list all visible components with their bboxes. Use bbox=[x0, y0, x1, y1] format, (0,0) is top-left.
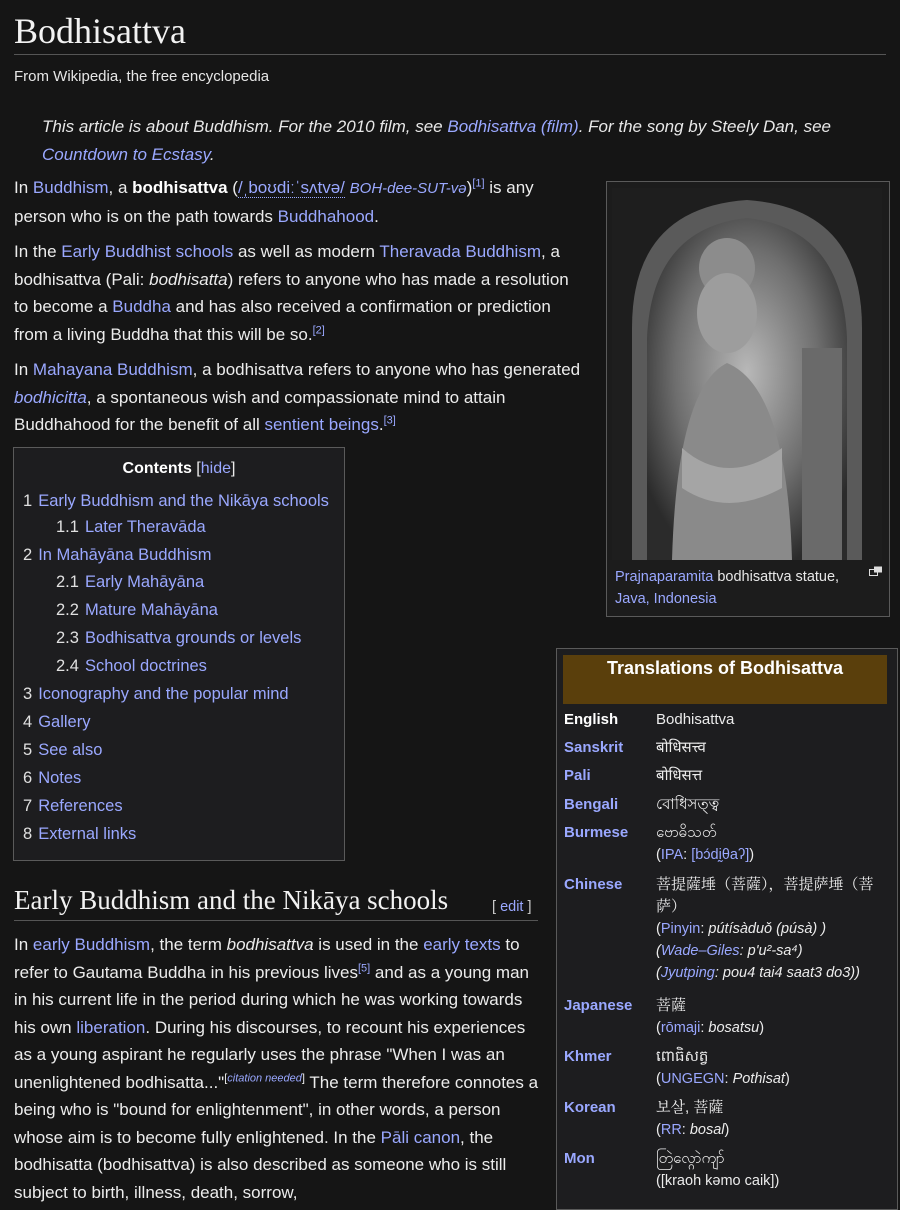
lang-value-korean: 보살, 菩薩 (RR: bosal) bbox=[656, 1099, 730, 1138]
intro-paragraph-1: In Buddhism, a bodhisattva (/ˌboʊdiːˈsʌtvə/ BOH-dee-SUT-və)[1] is any person who is on the path towards Buddhahood. bbox=[14, 177, 534, 226]
ref-2[interactable]: [2] bbox=[312, 323, 325, 336]
caption-link-java[interactable]: Java, Indonesia bbox=[615, 591, 717, 607]
image-caption: Prajnaparamita bodhisattva statue, Java, Indonesia bbox=[615, 569, 840, 607]
link-bodhicitta[interactable]: bodhicitta bbox=[14, 387, 87, 407]
hatnote-link-album[interactable]: Countdown to Ecstasy bbox=[42, 145, 210, 164]
toc-item[interactable]: 5 See also bbox=[23, 741, 103, 759]
hatnote-text: This article is about Buddhism. For the 2010 film, see bbox=[42, 117, 448, 136]
toc-item[interactable]: 3 Iconography and the popular mind bbox=[23, 685, 289, 703]
lang-label-bengali[interactable]: Bengali bbox=[564, 796, 619, 813]
link-mahayana[interactable]: Mahayana Buddhism bbox=[32, 360, 193, 379]
link-early-texts[interactable]: early texts bbox=[423, 935, 501, 954]
hatnote-link-film[interactable]: Bodhisattva (film) bbox=[447, 117, 579, 136]
section-paragraph: In early Buddhism, the term bodhisattva is used in the early texts to refer to Gautama Buddha in his previous lives[5] and as a young man in his current life in the period during which he was working towards his own liberation. During his discourses, to recount his experiences as a young aspirant he regularly uses the phrase "When I was an unenlightened bodhisatta..."[citation needed] The term therefore connotes a being who is "bound for enlightenment", in other words, a person whose aim is to become fully enlightened. In the Pāli canon, the bodhisatta (bodhisattva) is also described as someone who is still subject to birth, illness, death, sorrow, bbox=[14, 935, 539, 1202]
intro-paragraph-2: In the Early Buddhist schools as well as modern Theravada Buddhism, a bodhisattva (Pali: bodhisatta) refers to anyone who has made a resolution to become a Buddha and has also received a confirmation or prediction from a living Buddha that this will be so.[2] bbox=[14, 242, 569, 344]
toc-item[interactable]: 2.2 Mature Mahāyāna bbox=[56, 601, 218, 619]
term-bodhisattva: bodhisattva bbox=[132, 178, 228, 197]
toc-item[interactable]: 2 In Mahāyāna Buddhism bbox=[23, 546, 212, 564]
lang-value-mon: တြဲလ္ဂောဲကျာ် ([kraoh kəmo caik]) bbox=[656, 1150, 780, 1189]
link-buddhism[interactable]: Buddhism bbox=[32, 178, 109, 197]
link-liberation[interactable]: liberation bbox=[76, 1017, 146, 1037]
link-buddha[interactable]: Buddha bbox=[112, 297, 171, 316]
lang-value-khmer: ពោធិសត្វ (UNGEGN: Pothisat) bbox=[656, 1048, 790, 1087]
lang-value-chinese: 菩提薩埵（菩薩），菩提萨埵（菩萨） (Pinyin: pútísàduǒ (púsà) ) (Wade–Giles: p'u²-sa⁴) (Jyutping: pou4 tai4 saat3 do3)) bbox=[656, 876, 874, 981]
link-buddhahood[interactable]: Buddhahood bbox=[277, 206, 375, 226]
toc-item[interactable]: 8 External links bbox=[23, 825, 137, 843]
section-divider bbox=[14, 920, 538, 921]
edit-link[interactable]: edit bbox=[500, 899, 524, 915]
rr-link[interactable]: RR bbox=[660, 1122, 682, 1138]
lang-label-chinese[interactable]: Chinese bbox=[564, 876, 623, 893]
enlarge-icon[interactable] bbox=[869, 566, 883, 576]
toc-item[interactable]: 2.1 Early Mahāyāna bbox=[56, 573, 205, 591]
ref-5[interactable]: [5] bbox=[357, 961, 371, 974]
site-tagline: From Wikipedia, the free encyclopedia bbox=[14, 68, 270, 85]
link-pali-canon[interactable]: Pāli canon bbox=[380, 1127, 461, 1147]
lang-value-burmese: ဗောဓိသတ် (IPA: [bɔ́dḭθaʔ]) bbox=[656, 824, 755, 863]
toc-item[interactable]: 2.3 Bodhisattva grounds or levels bbox=[56, 629, 302, 647]
link-early-buddhist-schools[interactable]: Early Buddhist schools bbox=[61, 242, 234, 261]
lang-value-japanese: 菩薩 (rōmaji: bosatsu) bbox=[656, 997, 765, 1036]
hatnote bbox=[42, 113, 872, 169]
toc-title: Contents [hide] bbox=[122, 460, 236, 477]
toc-item[interactable]: 7 References bbox=[23, 797, 123, 815]
lang-label-khmer[interactable]: Khmer bbox=[564, 1048, 612, 1065]
toc-item[interactable]: 2.4 School doctrines bbox=[56, 657, 207, 675]
pinyin-link[interactable]: Pinyin bbox=[660, 921, 701, 937]
jyutping-link[interactable]: Jyutping bbox=[660, 965, 715, 981]
toc-hide-link[interactable]: hide bbox=[200, 460, 231, 477]
link-sentient-beings[interactable]: sentient beings bbox=[264, 415, 379, 434]
caption-link-prajnaparamita[interactable]: Prajnaparamita bbox=[615, 569, 714, 585]
link-theravada[interactable]: Theravada Buddhism bbox=[379, 242, 541, 261]
wade-giles-link[interactable]: Wade–Giles bbox=[660, 943, 740, 959]
section-edit: [ edit ] bbox=[492, 899, 532, 915]
lang-label-burmese[interactable]: Burmese bbox=[564, 824, 629, 841]
toc-item[interactable]: 6 Notes bbox=[23, 769, 82, 787]
lang-label-mon[interactable]: Mon bbox=[564, 1150, 595, 1167]
ipa-link[interactable]: /ˌboʊdiːˈsʌtvə/ bbox=[237, 178, 345, 197]
hatnote-text: . For the song by Steely Dan, see bbox=[578, 117, 831, 136]
section-heading: Early Buddhism and the Nikāya schools bbox=[14, 885, 449, 915]
hatnote-text: . bbox=[209, 145, 215, 164]
ipa-label-link[interactable]: IPA bbox=[660, 847, 684, 863]
intro-paragraph-3: In Mahayana Buddhism, a bodhisattva refers to anyone who has generated bodhicitta, a spontaneous wish and compassionate mind to attain Buddhahood for the benefit of all sentient beings.[3] bbox=[14, 360, 581, 434]
lang-label-korean[interactable]: Korean bbox=[564, 1099, 616, 1116]
lang-value: বোধিসত্ত্ব bbox=[656, 796, 720, 813]
ref-1[interactable]: [1] bbox=[472, 177, 485, 190]
title-divider bbox=[14, 54, 886, 55]
lang-value: बोधिसत्त bbox=[656, 767, 703, 784]
ungegn-link[interactable]: UNGEGN bbox=[660, 1071, 725, 1087]
translations-infobox bbox=[556, 648, 898, 1210]
lang-value: बोधिसत्त्व bbox=[656, 739, 706, 756]
ref-3[interactable]: [3] bbox=[383, 414, 396, 427]
citation-needed-link[interactable]: citation needed bbox=[227, 1071, 302, 1084]
ipa-value-link[interactable]: [bɔ́dḭθaʔ] bbox=[691, 847, 750, 863]
romaji-link[interactable]: rōmaji bbox=[660, 1020, 701, 1036]
respelling-link[interactable]: BOH-dee-SUT-və bbox=[349, 180, 467, 197]
link-early-buddhism[interactable]: early Buddhism bbox=[32, 935, 151, 954]
toc-item[interactable]: 4 Gallery bbox=[23, 713, 91, 731]
lang-label-pali[interactable]: Pali bbox=[564, 767, 591, 784]
page-title: Bodhisattva bbox=[14, 11, 186, 51]
lang-label-japanese[interactable]: Japanese bbox=[564, 997, 633, 1014]
infobox-image-box bbox=[606, 181, 890, 617]
translations-header: Translations of Bodhisattva bbox=[563, 655, 887, 704]
toc-item[interactable]: 1 Early Buddhism and the Nikāya schools bbox=[23, 492, 329, 510]
lang-value: Bodhisattva bbox=[656, 711, 735, 728]
statue-photo[interactable] bbox=[612, 188, 882, 560]
table-of-contents bbox=[13, 447, 345, 861]
toc-item[interactable]: 1.1 Later Theravāda bbox=[56, 518, 206, 536]
lang-label-sanskrit[interactable]: Sanskrit bbox=[564, 739, 624, 756]
lang-label-english: English bbox=[564, 711, 619, 728]
